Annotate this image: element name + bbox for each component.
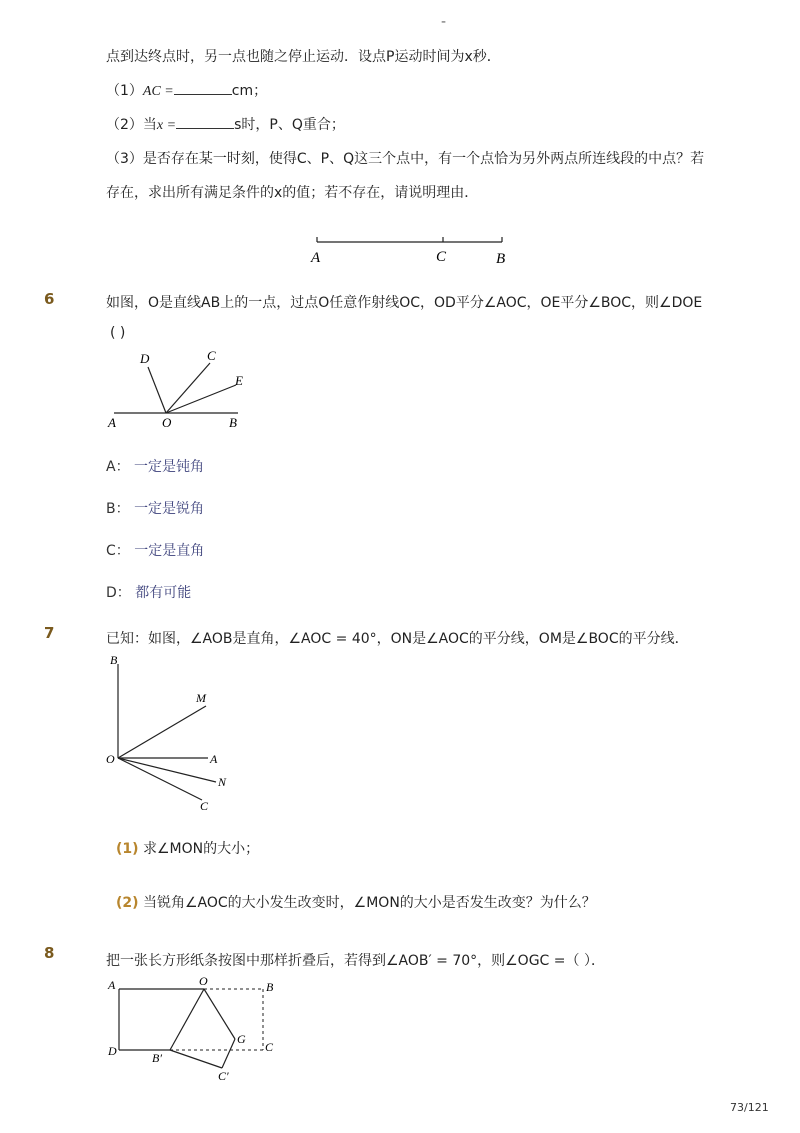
label-c-prime: C′ <box>218 1069 229 1083</box>
label-c: C <box>265 1040 274 1054</box>
option-text: 一定是锐角 <box>134 501 205 517</box>
ray-oc <box>166 363 210 413</box>
prev-q1-prefix: （1） <box>106 83 143 99</box>
label-d: D <box>140 351 150 366</box>
label-c: C <box>200 799 209 813</box>
prev-q1-blank[interactable] <box>174 82 232 95</box>
label-b-prime: B′ <box>152 1051 162 1065</box>
q6-option-c[interactable] <box>106 540 204 560</box>
option-key: C： <box>106 543 130 559</box>
q6-number: 6 <box>44 290 55 308</box>
prev-q3-line1: （3）是否存在某一时刻，使得C、P、Q这三个点中，有一个点恰为另外两点所连线段的中点？若 <box>106 151 705 167</box>
prev-intro-line: 点到达终点时，另一点也随之停止运动．设点P运动时间为x秒． <box>106 49 501 65</box>
option-text: 一定是直角 <box>134 543 205 559</box>
edge-bc-prime <box>170 1050 222 1068</box>
label-b: B <box>110 653 118 667</box>
prev-q2-prefix: （2）当 <box>106 117 157 133</box>
ray-on <box>118 758 216 782</box>
edge-ob-prime <box>170 989 204 1050</box>
q7-stem: 已知：如图，∠AOB是直角，∠AOC = 40°，ON是∠AOC的平分线，OM是∠BOC的平分线． <box>106 631 689 647</box>
page-number: 73/121 <box>730 1101 769 1114</box>
prev-q2-tail: s时，P、Q重合； <box>234 117 345 133</box>
ray-oe <box>166 385 236 413</box>
label-c: C <box>207 348 216 363</box>
q7-sub2 <box>116 892 596 912</box>
edge-og <box>204 989 235 1039</box>
label-n: N <box>218 775 227 789</box>
edge-cg <box>222 1039 235 1068</box>
option-text: 一定是钝角 <box>134 459 205 475</box>
q8-stem: 把一张长方形纸条按图中那样折叠后，若得到∠AOB′ = 70°，则∠OGC =（ ）． <box>106 953 605 969</box>
prev-q2-expr: x = <box>156 118 177 133</box>
q6-option-a[interactable] <box>106 456 204 476</box>
label-o: O <box>162 415 172 430</box>
label-a: A <box>108 978 116 992</box>
prev-q1-expr: AC = <box>142 84 174 99</box>
label-b: B <box>229 415 237 430</box>
q6-stem: 如图，O是直线AB上的一点，过点O任意作射线OC，OD平分∠AOC，OE平分∠BOC，则∠DOE <box>106 295 703 311</box>
prev-q2-blank[interactable] <box>176 116 234 129</box>
q7-sub2-text: 当锐角∠AOC的大小发生改变时，∠MON的大小是否发生改变？为什么？ <box>143 895 596 911</box>
label-b: B <box>496 251 506 267</box>
q6-option-b[interactable] <box>106 498 204 518</box>
top-mark: - <box>441 14 447 30</box>
ray-om <box>118 706 206 758</box>
prev-q1 <box>106 80 267 100</box>
q6-figure <box>100 345 260 435</box>
q7-sub1-number: (1) <box>116 841 139 857</box>
label-o: O <box>199 974 208 988</box>
label-o: O <box>106 752 115 766</box>
label-a: A <box>108 415 116 430</box>
label-a: A <box>311 250 321 266</box>
label-a: A <box>210 752 218 766</box>
q8-number: 8 <box>44 944 55 962</box>
option-key: A： <box>106 459 130 475</box>
prev-q2 <box>106 114 345 134</box>
prev-q1-unit: cm； <box>231 83 268 99</box>
q7-sub1-text: 求∠MON的大小； <box>143 841 260 857</box>
ray-od <box>148 367 166 413</box>
option-key: B： <box>106 501 130 517</box>
label-b: B <box>266 980 274 994</box>
q6-paren: ( ) <box>110 325 126 341</box>
q8-figure <box>100 972 290 1084</box>
prev-q3-line2: 存在，求出所有满足条件的x的值；若不存在，请说明理由． <box>106 185 479 201</box>
segment-figure <box>300 232 530 272</box>
q7-sub2-number: (2) <box>116 895 139 911</box>
label-c: C <box>436 249 447 265</box>
label-e: E <box>235 373 243 388</box>
label-d: D <box>108 1044 117 1058</box>
q7-sub1 <box>116 838 259 858</box>
option-text: 都有可能 <box>135 585 192 601</box>
label-m: M <box>196 691 206 705</box>
option-key: D： <box>106 585 131 601</box>
q7-figure <box>100 650 240 820</box>
q6-option-d[interactable] <box>106 582 191 602</box>
ray-oc <box>118 758 202 800</box>
label-g: G <box>237 1032 246 1046</box>
q7-number: 7 <box>44 624 55 642</box>
